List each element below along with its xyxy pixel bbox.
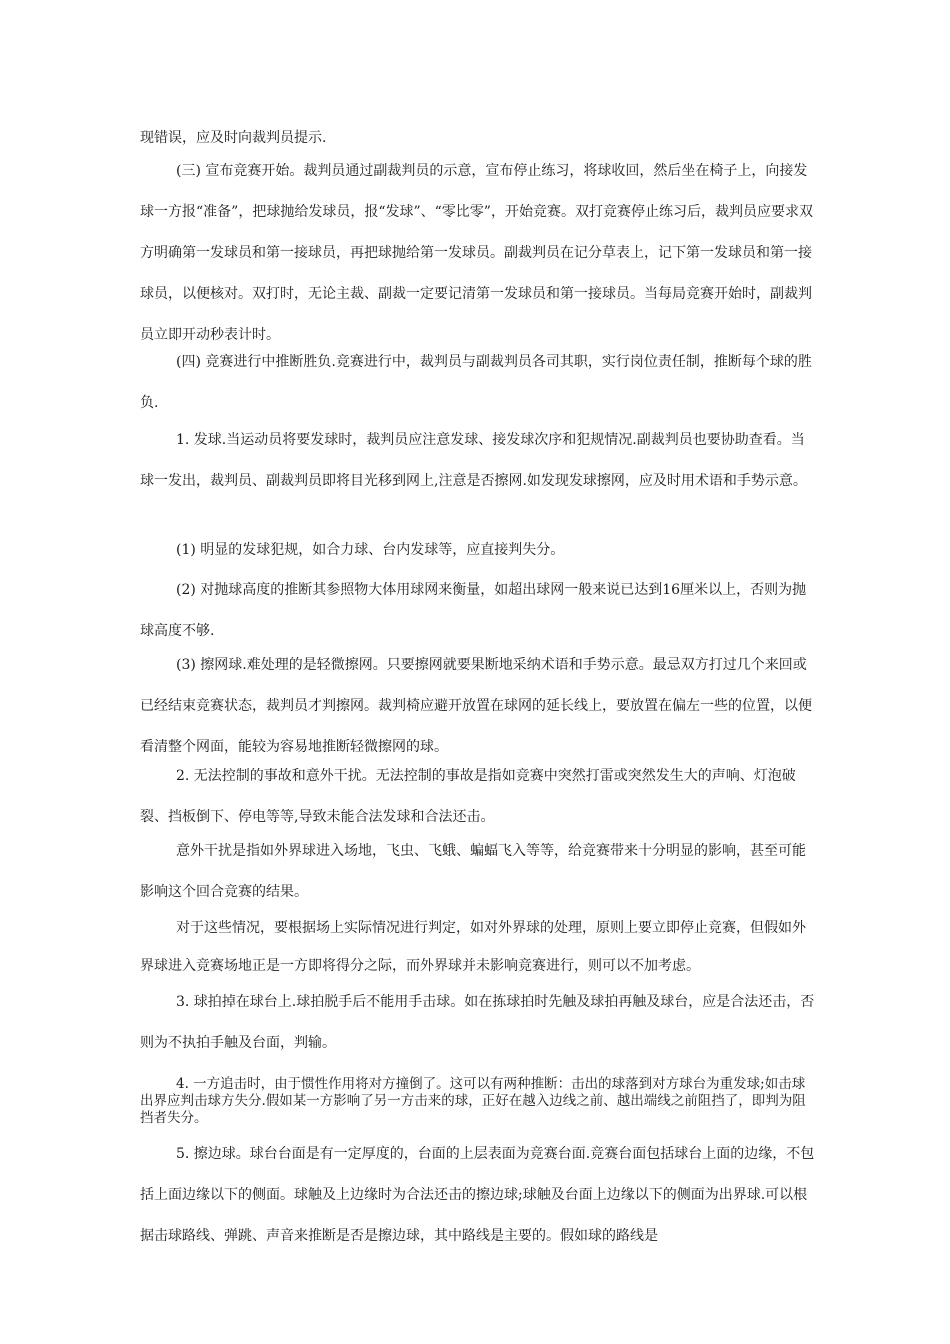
paragraph-collision: 4. 一方追击时，由于惯性作用将对方撞倒了。这可以有两种推断：击出的球落到对方球台为重发球;如击球出界应判击球方失分.假如某一方影响了另一方击来的球，正好在越入边线之前、越出端线之前阻挡了，即判为阻挡者失分。: [140, 1076, 806, 1126]
paragraph-toss-height: (2) 对抛球高度的推断其参照物大体用球网来衡量，如超出球网一般来说已达到16厘米以上，否则为抛球高度不够.: [140, 582, 807, 639]
paragraph-net-ball: (3) 擦网球.难处理的是轻微擦网。只要擦网就要果断地采纳术语和手势示意。最忌双方打过几个来回或已经结束竞赛状态，裁判员才判擦网。裁判椅应避开放置在球网的延长线上，要放置在偏左一些的位置，以便看清整个网面，能较为容易地推断轻微擦网的球。: [140, 657, 812, 755]
paragraph-accidents: 2. 无法控制的事故和意外干扰。无法控制的事故是指如竞赛中突然打雷或突然发生大的声响、灯泡破裂、挡板倒下、停电等等,导致未能合法发球和合法还击。: [140, 768, 796, 825]
paragraph-serve: 1. 发球.当运动员将要发球时，裁判员应注意发球、接发球次序和犯规情况.副裁判员也要协助查看。当球一发出，裁判员、副裁判员即将目光移到网上,注意是否擦网.如发现发球擦网，应及时用术语和手势示意。: [140, 432, 807, 489]
paragraph-interference: 意外干扰是指如外界球进入场地，飞虫、飞蛾、蝙蝠飞入等等，给竞赛带来十分明显的影响，甚至可能影响这个回合竞赛的结果。: [140, 843, 806, 900]
paragraph-handling: 对于这些情况，要根据场上实际情况进行判定，如对外界球的处理，原则上要立即停止竞赛，但假如外界球进入竞赛场地正是一方即将得分之际，而外界球并未影响竞赛进行，则可以不加考虑。: [140, 920, 806, 974]
paragraph-continuation: 现错误，应及时向裁判员提示.: [140, 130, 327, 146]
paragraph-edge-ball: 5. 擦边球。球台台面是有一定厚度的，台面的上层表面为竞赛台面.竞赛台面包括球台上面的边缘，不包括上面边缘以下的侧面。球触及上边缘时为合法还击的擦边球;球触及台面上边缘以下的侧面为出界球.可以根据击球路线、弹跳、声音来推断是否是擦边球，其中路线是主要的。假如球的路线是: [140, 1146, 815, 1244]
paragraph-racket-drop: 3. 球拍掉在球台上.球拍脱手后不能用手击球。如在拣球拍时先触及球拍再触及球台，应是合法还击，否则为不执拍手触及台面，判输。: [140, 994, 815, 1051]
paragraph-judge-points: (四) 竞赛进行中推断胜负.竞赛进行中，裁判员与副裁判员各司其职，实行岗位责任制，推断每个球的胜负.: [140, 354, 812, 411]
paragraph-start-match: (三) 宣布竞赛开始。裁判员通过副裁判员的示意，宣布停止练习，将球收回，然后坐在椅子上，向接发球一方报“准备”，把球抛给发球员，报“发球”、“零比零”，开始竞赛。双打竞赛停止练习后，裁判员应要求双方明确第一发球员和第一接球员，再把球抛给第一发球员。副裁判员在记分草表上，记下第一发球员和第一接球员，以便核对。双打时，无论主裁、副裁一定要记清第一发球员和第一接球员。当每局竞赛开始时，副裁判员立即开动秒表计时。: [140, 163, 813, 343]
paragraph-serve-fault: (1) 明显的发球犯规，如合力球、台内发球等，应直接判失分。: [176, 542, 565, 558]
